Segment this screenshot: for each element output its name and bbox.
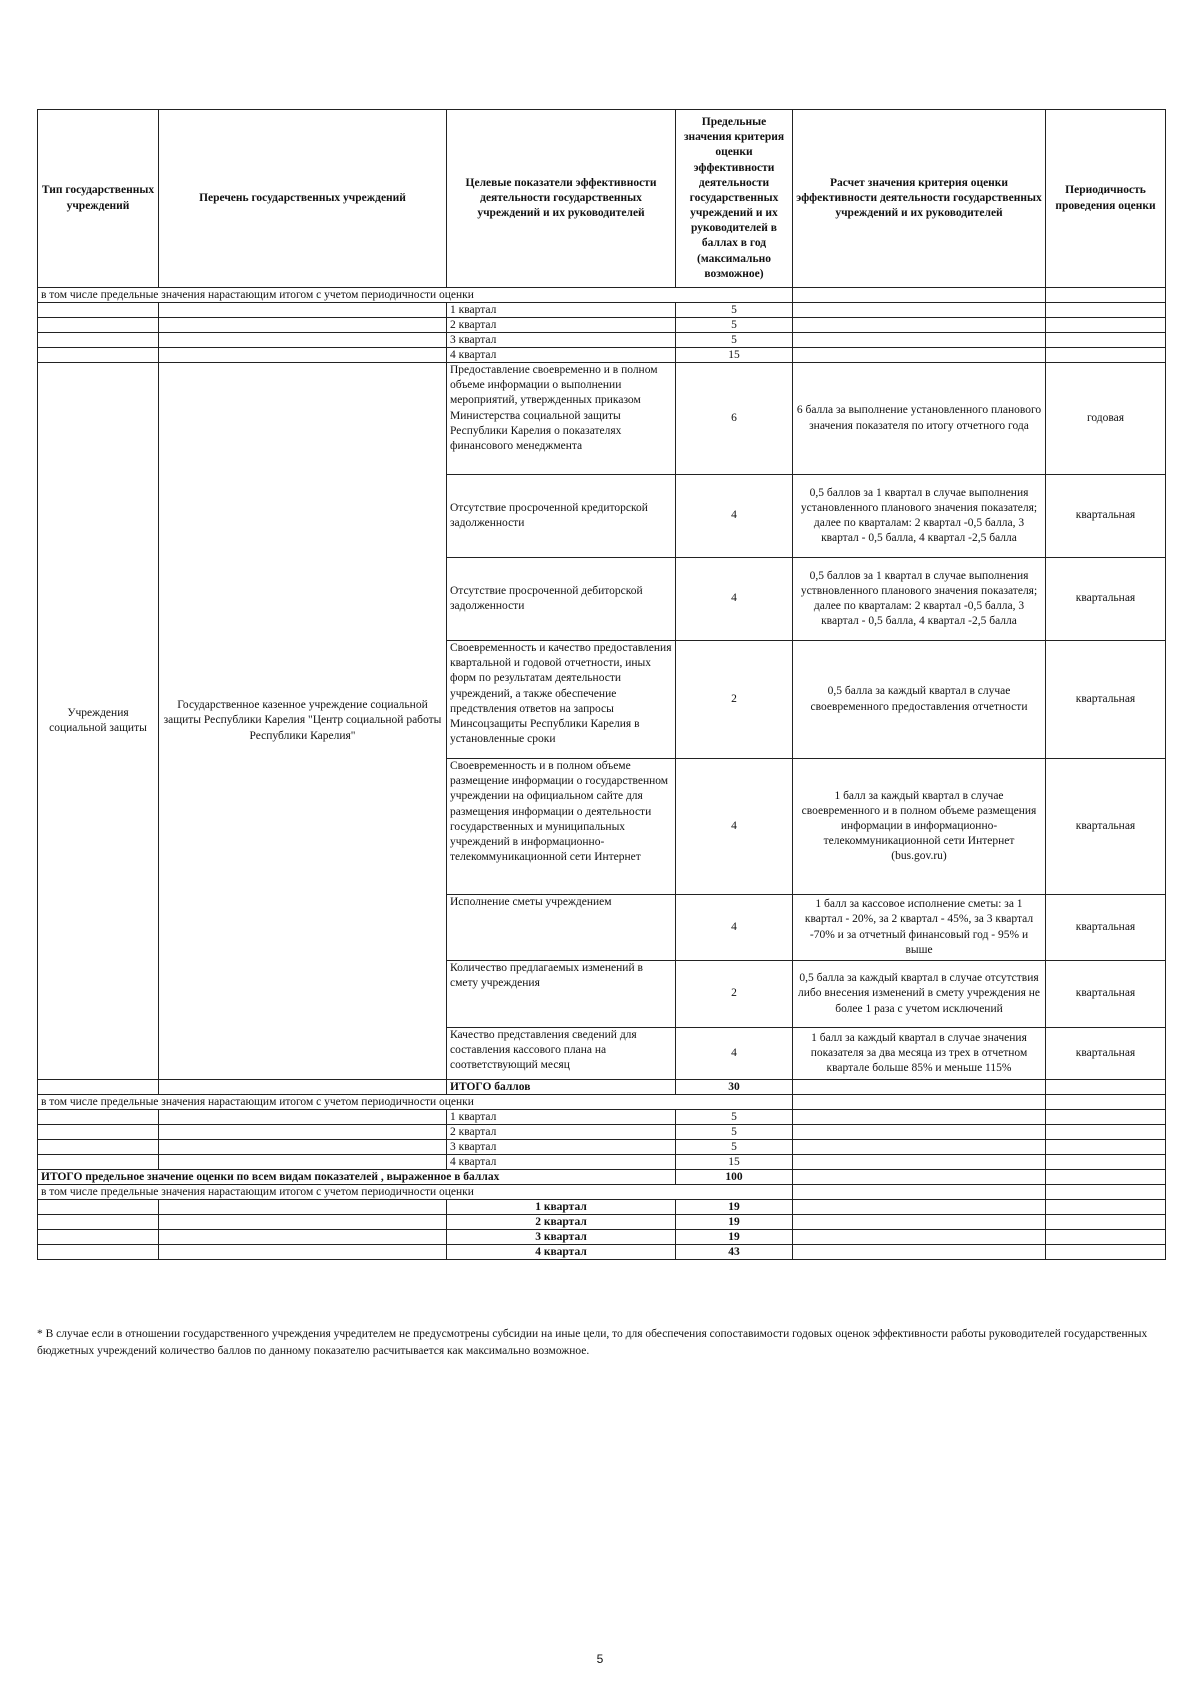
indicator-period: квартальная [1046,895,1166,961]
indicator-calc: 0,5 баллов за 1 квартал в случае выполнения установленного планового значения показателя; далее по кварталам: 2 квартал -0,5 балла, 3 квартал - 0,5 балла, 4 квартал -2,5 балла [793,475,1046,558]
quarter-value: 5 [676,303,793,318]
quarter-value: 15 [676,348,793,363]
indicator-max: 4 [676,558,793,641]
quarter-value: 5 [676,318,793,333]
indicator-name: Своевременность и качество предоставления квартальной и годовой отчетности, иных форм по результатам деятельности учреждений, а также обеспечение предствления ответов на запросы Минсоцзащиты Республики Карелия в установленные сроки [447,641,676,759]
indicator-period: квартальная [1046,641,1166,759]
quarter-value: 5 [676,1110,793,1125]
quarter-label: 2 квартал [447,1125,676,1140]
header-row [38,110,1166,288]
indicator-period: квартальная [1046,759,1166,895]
quarter-label: 3 квартал [447,1140,676,1155]
total-value: 30 [676,1080,793,1095]
indicator-calc: 6 балла за выполнение установленного планового значения показателя по итогу отчетного года [793,363,1046,475]
indicator-name: Своевременность и в полном объеме размещение информации о государственном учреждении на официальном сайте для размещения информации о деятельности государственных и муниципальных учреждений в информационно-телекоммуникационной сети Интернет [447,759,676,895]
header-max: Предельные значения критерия оценки эффективности деятельности государственных учреждений и их руководителей в баллах в год (максимально возможное) [676,110,793,288]
indicator-period: квартальная [1046,475,1166,558]
footnote: * В случае если в отношении государственного учреждения учредителем не предусмотрены субсидии на иные цели, то для обеспечения сопоставимости годовых оценок эффективности работы руководителей государственных бюджетных учреждений количество баллов по данному показателю расчитывается как максимально возможное. [37,1328,1148,1357]
grand-total-row [38,1170,1166,1185]
quarter-label: 3 квартал [447,1230,676,1245]
indicator-period: годовая [1046,363,1166,475]
final-quarter-row [38,1200,1166,1215]
cumulative-note-row [38,1095,1166,1110]
indicator-name: Отсутствие просроченной кредиторской задолженности [447,475,676,558]
quarter-label: 4 квартал [447,1245,676,1260]
cumulative-note: в том числе предельные значения нарастающим итогом с учетом периодичности оценки [38,1095,793,1110]
total-row [38,1080,1166,1095]
quarter-label: 1 квартал [447,303,676,318]
quarter-value: 19 [676,1230,793,1245]
efficiency-criteria-table [37,109,1166,1260]
indicator-period: квартальная [1046,1028,1166,1080]
header-period: Периодичность проведения оценки [1046,110,1166,288]
mid-quarter-row [38,1125,1166,1140]
indicator-row [38,363,1166,475]
cumulative-note-row [38,288,1166,303]
indicator-calc: 0,5 балла за каждый квартал в случае своевременного предоставления отчетности [793,641,1046,759]
quarter-value: 15 [676,1155,793,1170]
indicator-max: 4 [676,759,793,895]
cumulative-note: в том числе предельные значения нарастающим итогом с учетом периодичности оценки [38,288,793,303]
indicator-max: 6 [676,363,793,475]
header-list: Перечень государственных учреждений [159,110,447,288]
quarter-label: 1 квартал [447,1200,676,1215]
indicator-name: Количество предлагаемых изменений в смету учреждения [447,961,676,1028]
top-quarter-row [38,333,1166,348]
indicator-calc: 1 балл за каждый квартал в случае своевременного и в полном объеме размещения информации в информационно-телекоммуникационной сети Интернет (bus.gov.ru) [793,759,1046,895]
quarter-label: 4 квартал [447,348,676,363]
mid-quarter-row [38,1155,1166,1170]
final-quarter-row [38,1245,1166,1260]
cumulative-note-row [38,1185,1166,1200]
top-quarter-row [38,318,1166,333]
institution-type: Учреждения социальной защиты [38,363,159,1080]
quarter-label: 3 квартал [447,333,676,348]
total-label: ИТОГО баллов [447,1080,676,1095]
header-type: Тип государственных учреждений [38,110,159,288]
indicator-calc: 0,5 балла за каждый квартал в случае отсутствия либо внесения изменений в смету учреждения не более 1 раза с учетом исключений [793,961,1046,1028]
indicator-name: Исполнение сметы учреждением [447,895,676,961]
mid-quarter-row [38,1140,1166,1155]
header-targets: Целевые показатели эффективности деятельности государственных учреждений и их руководителей [447,110,676,288]
grand-total-value: 100 [676,1170,793,1185]
quarter-label: 2 квартал [447,318,676,333]
header-calc: Расчет значения критерия оценки эффективности деятельности государственных учреждений и их руководителей [793,110,1046,288]
quarter-value: 5 [676,1140,793,1155]
indicator-name: Отсутствие просроченной дебиторской задолженности [447,558,676,641]
indicator-period: квартальная [1046,961,1166,1028]
quarter-value: 5 [676,1125,793,1140]
quarter-value: 19 [676,1215,793,1230]
indicator-period: квартальная [1046,558,1166,641]
indicator-max: 2 [676,961,793,1028]
quarter-label: 2 квартал [447,1215,676,1230]
cumulative-note: в том числе предельные значения нарастающим итогом с учетом периодичности оценки [38,1185,793,1200]
indicator-max: 2 [676,641,793,759]
indicator-name: Предоставление своевременно и в полном объеме информации о выполнении мероприятий, утвержденных приказом Министерства социальной защиты Республики Карелия о показателях финансового менеджмента [447,363,676,475]
top-quarter-row [38,303,1166,318]
indicator-max: 4 [676,475,793,558]
indicator-max: 4 [676,895,793,961]
quarter-value: 5 [676,333,793,348]
quarter-value: 43 [676,1245,793,1260]
indicator-name: Качество представления сведений для составления кассового плана на соответствующий месяц [447,1028,676,1080]
quarter-value: 19 [676,1200,793,1215]
institution-name: Государственное казенное учреждение социальной защиты Республики Карелия "Центр социальной работы Республики Карелия" [159,363,447,1080]
final-quarter-row [38,1230,1166,1245]
indicator-calc: 1 балл за кассовое исполнение сметы: за 1 квартал - 20%, за 2 квартал - 45%, за 3 квартал -70% и за отчетный финансовый год - 95% и выше [793,895,1046,961]
page-number: 5 [596,1652,604,1666]
quarter-label: 1 квартал [447,1110,676,1125]
indicator-calc: 0,5 баллов за 1 квартал в случае выполнения уствновленного планового значения показателя; далее по кварталам: 2 квартал -0,5 балла, 3 квартал - 0,5 балла, 4 квартал -2,5 балла [793,558,1046,641]
quarter-label: 4 квартал [447,1155,676,1170]
top-quarter-row [38,348,1166,363]
mid-quarter-row [38,1110,1166,1125]
indicator-max: 4 [676,1028,793,1080]
indicator-calc: 1 балл за каждый квартал в случае значения показателя за два месяца из трех в отчетном квартале больше 85% и меньше 115% [793,1028,1046,1080]
grand-total-label: ИТОГО предельное значение оценки по всем видам показателей , выраженное в баллах [38,1170,676,1185]
final-quarter-row [38,1215,1166,1230]
